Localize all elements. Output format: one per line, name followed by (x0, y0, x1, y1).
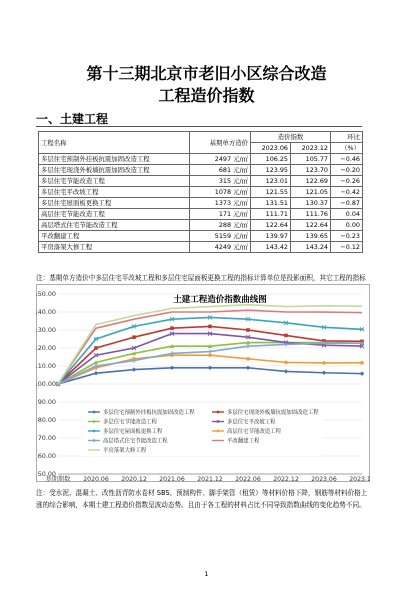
section-divider (36, 126, 362, 127)
chart-title: 土建工程造价指数曲线图 (173, 295, 267, 305)
data-point (284, 334, 288, 338)
cell-ratio: −0.23 (331, 231, 363, 242)
table-row (39, 242, 363, 253)
cell-name: 多层住宅平改坡工程 (39, 187, 190, 198)
cell-period-2: 105.77 (291, 154, 331, 165)
y-tick-label: 70.00 (37, 434, 56, 443)
header-ratio: 环比 (331, 132, 363, 143)
x-tick-label: 2021.12 (197, 476, 223, 482)
x-tick-label: 2021.06 (159, 476, 185, 482)
data-point (322, 361, 326, 365)
y-tick-label: 20.00 (37, 344, 56, 353)
cell-ratio: −0.12 (331, 242, 363, 253)
cell-ratio: −0.46 (331, 154, 363, 165)
cell-ratio: −0.42 (331, 187, 363, 198)
cell-base-cost: 171 元/㎡ (190, 209, 251, 220)
header-name: 工程名称 (39, 132, 190, 154)
legend-swatch-marker (93, 439, 96, 442)
cell-name: 高层塔式住宅节能改造工程 (39, 220, 190, 231)
line-chart (36, 284, 370, 482)
table-row (39, 176, 363, 187)
cell-period-1: 139.97 (251, 231, 291, 242)
cell-base-cost: 4249 元/㎡ (190, 242, 251, 253)
cell-period-2: 123.70 (291, 165, 331, 176)
cell-period-1: 111.71 (251, 209, 291, 220)
cell-period-1: 121.55 (251, 187, 291, 198)
legend-label: 多层住宅预制外挂板抗震加固改造工程 (103, 410, 195, 417)
data-point (208, 353, 212, 357)
cell-period-1: 123.95 (251, 165, 291, 176)
table-row (39, 231, 363, 242)
y-tick-label: 40.00 (37, 308, 56, 317)
table-row (39, 165, 363, 176)
legend-label: 多层住宅平改坡工程 (227, 419, 276, 426)
table-row (39, 187, 363, 198)
document-title-line-1: 第十三期北京市老旧小区综合改造 (86, 64, 327, 83)
cell-name: 多层住宅屋面板更换工程 (39, 198, 190, 209)
document-title-line-2: 工程造价指数 (158, 86, 255, 105)
header-ratio-unit: （%） (331, 143, 363, 154)
data-point (246, 328, 250, 332)
legend-swatch-marker (217, 420, 220, 423)
cell-name: 平改翻建工程 (39, 231, 190, 242)
cell-name: 多层住宅预制外挂板抗震加固改造工程 (39, 154, 190, 165)
cell-name: 多层住宅节能改造工程 (39, 176, 190, 187)
y-tick-label: 10.00 (37, 362, 56, 371)
y-tick-label: 50.00 (37, 470, 56, 479)
cell-period-1: 131.51 (251, 198, 291, 209)
table-note: 注：基期单方造价中多层住宅平改坡工程和多层住宅屋面板更换工程的指标计算单位是投影面积，其它工程的指标 (36, 274, 366, 282)
cell-period-1: 106.25 (251, 154, 291, 165)
cell-period-2: 143.24 (291, 242, 331, 253)
chart-svg (36, 284, 370, 482)
legend-label: 多层住宅现浇外板墙抗震加固改造工程 (227, 410, 319, 417)
x-tick-label: 基期期数 (45, 476, 71, 482)
header-base-cost: 基期单方造价 (190, 132, 251, 154)
cell-ratio: −0.20 (331, 165, 363, 176)
legend-swatch-marker (217, 411, 220, 414)
y-tick-label: 90.00 (37, 398, 56, 407)
legend-label: 平房落架大修工程 (103, 448, 147, 455)
cell-base-cost: 315 元/㎡ (190, 176, 251, 187)
data-point (170, 326, 174, 330)
legend-swatch-marker (93, 411, 96, 414)
page-number: 1 (204, 570, 209, 578)
legend-swatch-marker (93, 420, 96, 423)
cell-name: 平房落架大修工程 (39, 242, 190, 253)
x-tick-label: 2022.12 (273, 476, 299, 482)
data-point (284, 361, 288, 365)
header-period-1: 2023.06 (251, 143, 291, 154)
cell-period-2: 139.65 (291, 231, 331, 242)
cell-ratio: 0.04 (331, 209, 363, 220)
legend-swatch-marker (93, 430, 96, 433)
x-tick-label: 2020.12 (121, 476, 147, 482)
cell-base-cost: 681 元/㎡ (190, 165, 251, 176)
data-point (360, 361, 364, 365)
cell-base-cost: 1078 元/㎡ (190, 187, 251, 198)
cell-name: 多层住宅现浇外板墙抗震加固改造工程 (39, 165, 190, 176)
cell-period-2: 111.76 (291, 209, 331, 220)
cell-ratio: −0.87 (331, 198, 363, 209)
legend-label: 多层住宅节能改造工程 (103, 419, 157, 426)
cell-period-1: 143.42 (251, 242, 291, 253)
cell-period-2: 130.37 (291, 198, 331, 209)
table-row (39, 198, 363, 209)
legend-label: 平改翻建工程 (227, 438, 260, 445)
cell-period-2: 122.64 (291, 220, 331, 231)
cost-index-table (38, 131, 363, 253)
y-tick-label: 00.00 (37, 380, 56, 389)
legend-label: 高层塔式住宅节能改造工程 (103, 438, 168, 445)
y-tick-label: 50.00 (37, 290, 56, 299)
cell-period-2: 122.69 (291, 176, 331, 187)
table-row (39, 220, 363, 231)
x-tick-label: 2023.06 (311, 476, 337, 482)
data-point (132, 335, 136, 339)
legend-label: 多层住宅屋面板更换工程 (103, 429, 163, 436)
header-period-2: 2023.12 (291, 143, 331, 154)
data-point (208, 325, 212, 329)
data-point (94, 346, 98, 350)
table-row (39, 154, 363, 165)
chart-note: 注：受水泥、混凝土、改性沥青防水卷材 SBS、预制构件、脚手架管（租赁）等材料价格下降，钢筋等材料价格上涨的综合影响，本期土建工程造价指数呈波动态势。且由于各工程的材料占比不同导致指数曲线的变化趋势不同。 (36, 489, 368, 509)
cell-ratio: 0.00 (331, 220, 363, 231)
cell-base-cost: 288 元/㎡ (190, 220, 251, 231)
cell-ratio: −0.26 (331, 176, 363, 187)
y-tick-label: 80.00 (37, 416, 56, 425)
cell-base-cost: 2497 元/㎡ (190, 154, 251, 165)
section-title: 一、土建工程 (36, 112, 109, 126)
cell-base-cost: 5159 元/㎡ (190, 231, 251, 242)
cell-period-2: 121.05 (291, 187, 331, 198)
y-tick-label: 30.00 (37, 326, 56, 335)
x-tick-label: 2020.06 (83, 476, 109, 482)
table-row (39, 209, 363, 220)
cell-name: 高层住宅节能改造工程 (39, 209, 190, 220)
header-index-group: 造价指数 (251, 132, 331, 143)
data-point (246, 357, 250, 361)
x-tick-label: 2023.1 (349, 476, 370, 482)
cell-period-1: 123.01 (251, 176, 291, 187)
x-tick-label: 2022.06 (235, 476, 261, 482)
y-tick-label: 60.00 (37, 452, 56, 461)
legend-swatch-marker (217, 430, 220, 433)
cell-period-1: 122.64 (251, 220, 291, 231)
cell-base-cost: 1373 元/㎡ (190, 198, 251, 209)
legend-label: 高层住宅节能改造工程 (227, 429, 281, 436)
